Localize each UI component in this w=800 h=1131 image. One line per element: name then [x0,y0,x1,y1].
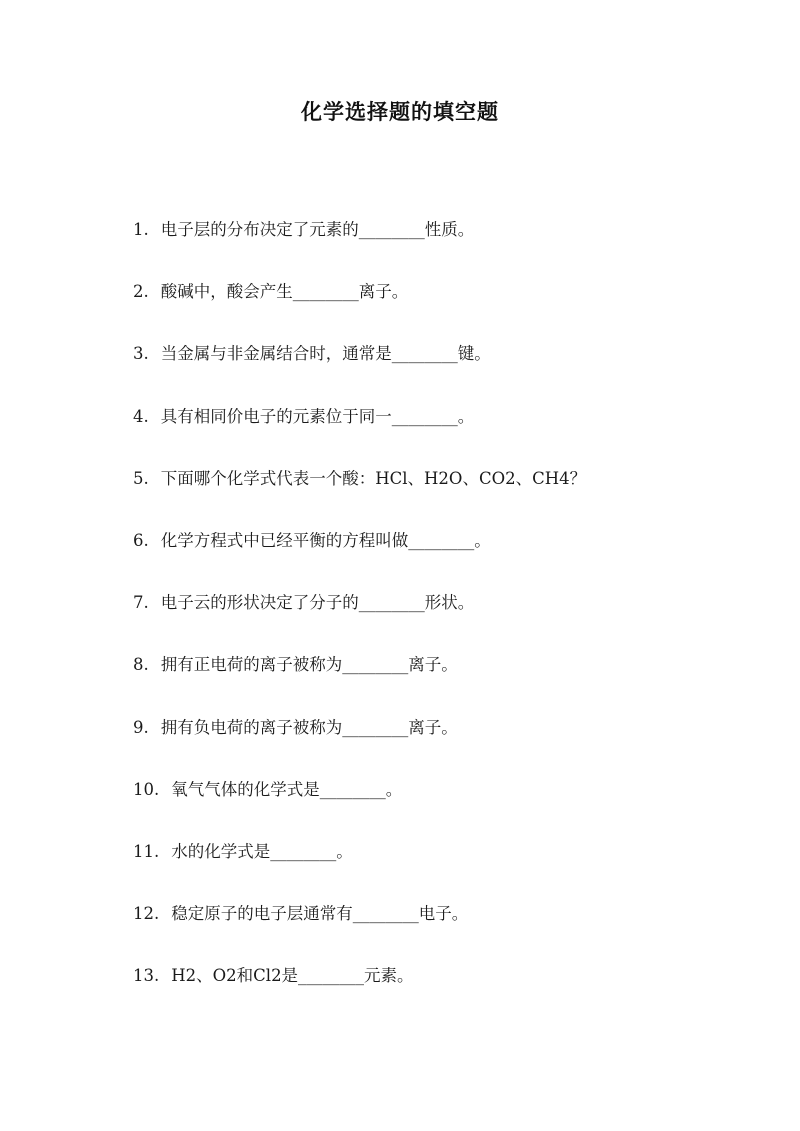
question-text: H2、O2和Cl2是________元素。 [171,966,414,986]
question-number: 7. [133,593,149,613]
question-number: 4. [133,406,149,426]
question-item [133,962,753,1024]
question-item [133,527,753,589]
question-item [133,589,753,651]
question-text: 氧气气体的化学式是________。 [171,779,403,799]
question-item [133,278,753,340]
question-item [133,340,753,402]
question-number: 9. [133,717,149,737]
question-text: 下面哪个化学式代表一个酸：HCl、H2O、CO2、CH4？ [160,468,587,488]
question-text: 化学方程式中已经平衡的方程叫做________。 [160,530,491,550]
question-item [133,465,753,527]
question-number: 5. [133,468,149,488]
question-item [133,714,753,776]
question-number: 13. [133,966,160,986]
question-text: 酸碱中，酸会产生________离子。 [160,282,409,302]
question-text: 水的化学式是________。 [171,841,353,861]
question-item [133,776,753,838]
question-text: 拥有正电荷的离子被称为________离子。 [160,655,458,675]
question-list [133,216,753,1024]
question-number: 10. [133,779,160,799]
question-number: 11. [133,841,160,861]
question-text: 电子云的形状决定了分子的________形状。 [160,593,475,613]
question-item [133,216,753,278]
question-item [133,838,753,900]
question-item [133,403,753,465]
question-item [133,651,753,713]
question-number: 6. [133,530,149,550]
question-number: 12. [133,904,160,924]
question-text: 稳定原子的电子层通常有________电子。 [171,904,469,924]
question-item [133,900,753,962]
question-text: 电子层的分布决定了元素的________性质。 [160,220,475,239]
question-text: 当金属与非金属结合时，通常是________键。 [160,344,491,364]
question-number: 3. [133,344,149,364]
document-title: 化学选择题的填空题 [301,99,499,124]
question-number: 8. [133,655,149,675]
question-number: 1. [133,220,149,239]
question-number: 2. [133,282,149,302]
question-text: 拥有负电荷的离子被称为________离子。 [160,717,458,737]
question-text: 具有相同价电子的元素位于同一________。 [160,406,475,426]
